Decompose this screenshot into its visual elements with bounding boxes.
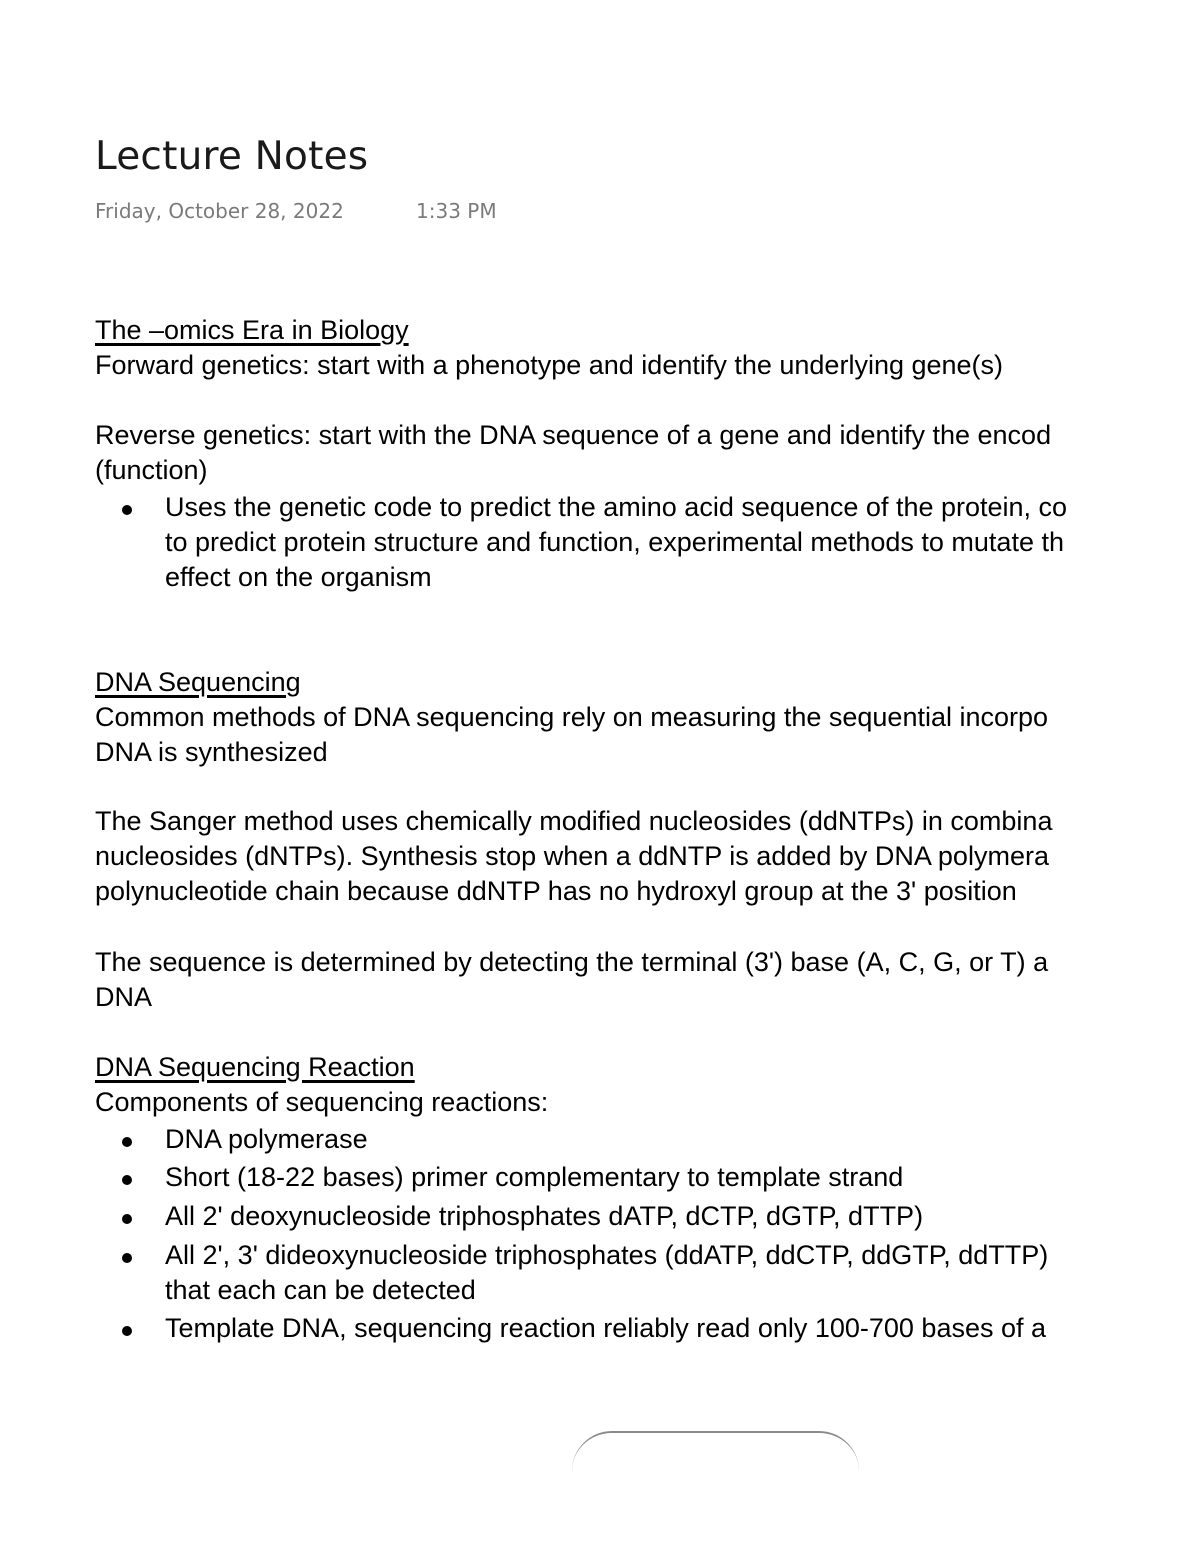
- forward-genetics-text: Forward genetics: start with a phenotype and identify the underlying gene(s): [95, 350, 1004, 380]
- bullet-item-text-cont: effect on the organism: [165, 562, 432, 592]
- sanger-paragraph-cont: polynucleotide chain because ddNTP has no hydroxyl group at the 3' position: [95, 876, 1017, 906]
- sanger-paragraph: The Sanger method uses chemically modified nucleosides (ddNTPs) in combina: [95, 806, 1053, 836]
- bullet-dot: [122, 1214, 132, 1224]
- sequencing-paragraph: Common methods of DNA sequencing rely on measuring the sequential incorpo: [95, 702, 1049, 732]
- sanger-paragraph-cont: nucleosides (dNTPs). Synthesis stop when a ddNTP is added by DNA polymera: [95, 841, 1049, 871]
- bullet-item-text: Uses the genetic code to predict the amino acid sequence of the protein, co: [165, 492, 1068, 522]
- list-item: All 2' deoxynucleoside triphosphates dATP, dCTP, dGTP, dTTP): [165, 1201, 924, 1231]
- bullet-dot: [122, 505, 132, 515]
- note-date: Friday, October 28, 2022: [95, 199, 344, 223]
- list-item-cont: that each can be detected: [165, 1275, 476, 1305]
- page-title: Lecture Notes: [95, 134, 369, 179]
- sequencing-paragraph-cont: DNA is synthesized: [95, 737, 328, 767]
- detection-paragraph-cont: DNA: [95, 982, 153, 1012]
- note-page: [95, 0, 1200, 1553]
- reverse-genetics-text-cont: (function): [95, 455, 208, 485]
- detection-paragraph: The sequence is determined by detecting the terminal (3') base (A, C, G, or T) a: [95, 947, 1049, 977]
- reaction-intro: Components of sequencing reactions:: [95, 1087, 549, 1117]
- bullet-dot: [122, 1175, 132, 1185]
- list-item: Short (18-22 bases) primer complementary to template strand: [165, 1162, 904, 1192]
- reverse-genetics-text: Reverse genetics: start with the DNA sequence of a gene and identify the encod: [95, 420, 1052, 450]
- sequencing-heading: DNA Sequencing: [95, 667, 301, 697]
- bullet-item-text-cont: to predict protein structure and function, experimental methods to mutate th: [165, 527, 1064, 557]
- reaction-heading: DNA Sequencing Reaction: [95, 1052, 415, 1082]
- note-timestamp: [95, 199, 497, 223]
- list-item: DNA polymerase: [165, 1124, 368, 1154]
- note-time: 1:33 PM: [416, 199, 497, 223]
- bullet-dot: [122, 1326, 132, 1336]
- omics-heading: The –omics Era in Biology: [95, 315, 409, 345]
- list-item: Template DNA, sequencing reaction reliably read only 100-700 bases of a: [165, 1313, 1047, 1343]
- bullet-dot: [122, 1137, 132, 1147]
- list-item: All 2', 3' dideoxynucleoside triphosphates (ddATP, ddCTP, ddGTP, ddTTP): [165, 1240, 1049, 1270]
- embedded-shape-edge: [572, 1431, 859, 1471]
- bullet-dot: [122, 1253, 132, 1263]
